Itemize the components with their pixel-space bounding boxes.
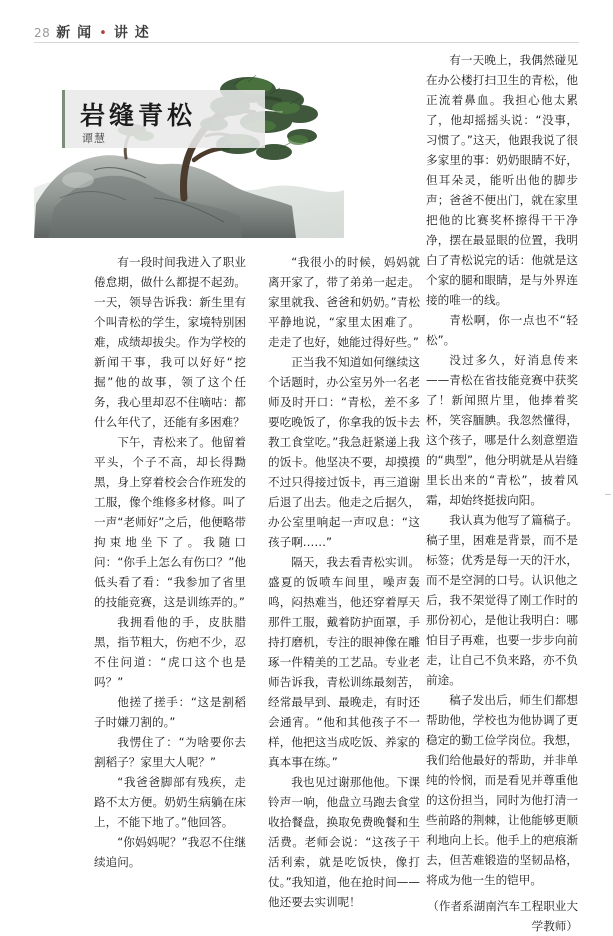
text-column-3	[426, 50, 578, 936]
paragraph: “你妈妈呢？”我忍不住继续追问。	[94, 835, 246, 869]
paragraph: 我认真为他写了篇稿子。稿子里，困难是背景，而不是标签；优秀是每一天的汗水，而不是空洞的口号。认识他之后，我不架觉得了刚工作时的那份初心，是他让我明白：哪怕目子再难，也要一步步向前走，让自己不负来路，亦不负前途。	[426, 513, 578, 687]
paragraph: 正当我不知道如何继续这个话题时，办公室另外一名老师及时开口：“青松，差不多要吃晚饭了，你拿我的饭卡去教工食堂吃。”我急赶紧递上我的饭卡。他坚决不要，却摸摸不过只得接过饭卡，再三道谢后退了出去。他走之后据久，办公室里响起一声叹息：“这孩子啊……”	[268, 355, 420, 549]
paragraph: 我拥看他的手，皮肤腊黑，指节粗大，伤疤不少，忍不住问道：“虎口这个也是吗？”	[94, 615, 246, 689]
paragraph: 隔天，我去看青松实训。盛夏的饭喷车间里，噪声轰鸣，闷热难当，他还穿着厚天那件工服，戴着防护面罩，手持打磨机，专注的眼神像在雕琢一件精美的工艺品。专业老师告诉我，青松训练最刻苦，经常最早到、最晚走，有时还会通宵。“他和其他孩子不一样，他把这当成吃饭、养家的真本事在练。”	[268, 555, 420, 769]
paragraph: 有一段时间我进入了职业倦怠期，做什么都提不起劲。一天，领导告诉我：新生里有个叫青松的学生，家境特别困难，成绩却拔尖。作为学校的新闻干事，我可以好好“挖掘”他的故事，领了这个任务，我心里却忍不住嘀咕：都什么年代了，还能有多困难？	[94, 255, 246, 429]
paragraph: 我也见过谢那他他。下课铃声一响，他盘立马跑去食堂收拾餐盘，换取免费晚餐和生活费。老师会说：“这孩子干活利索，就是吃饭快，像打仗。”我知道，他在抢时间——他还要去实训呢！	[268, 775, 420, 909]
page-number: 28	[34, 26, 51, 40]
running-head	[34, 22, 150, 42]
text-column-2	[268, 252, 420, 912]
paragraph: 下午，青松来了。他留着平头，个子不高，却长得黝黑，身上穿着校会合作班发的工服，像个维修多材修。叫了一声“老师好”之后，他便略带拘束地坐下了。我随口问：“你手上怎么有伤口？”他低头看了看：“我参加了省里的技能竞赛，这是训练弄的。”	[94, 435, 246, 609]
section-separator-dot: •	[99, 26, 107, 41]
text-column-1	[94, 252, 246, 872]
paragraph: 我愣住了：“为啥要你去割稻子？家里大人呢？”	[94, 735, 246, 769]
paragraph: 他搓了搓手：“这是割稻子时嫌刀割的。”	[94, 695, 246, 729]
header-divider	[34, 42, 579, 43]
article-author: 谭慧	[82, 132, 106, 145]
paragraph: 有一天晚上，我偶然碰见在办公楼打扫卫生的青松，他正流着鼻血。我担心他太累了，他却摇摇头说：“没事，习惯了。”这天，他跟我说了很多家里的事：奶奶眼睛不好，但耳朵灵，能听出他的脚步声；爸爸不便出门，就在家里把他的比赛奖杯擦得干干净净，摆在最显眼的位置，我明白了青松说完的话：他就是这个家的腿和眼睛，是与外界连接的唯一的线。	[426, 53, 578, 307]
paragraph: “我爸爸脚部有残疾，走路不太方便。奶奶生病躺在床上，不能下地了。”他回答。	[94, 775, 246, 829]
paragraph: 稿子发出后，师生们都想帮助他，学校也为他协调了更稳定的勤工俭学岗位。我想，我们给他最好的帮助，并非单纯的怜悯，而是看见并尊重他的这份担当，同时为他打清一些前路的荆棘，让他能够更顺利地向上长。他手上的疤痕渐去，但苦难锻造的坚韧品格，将成为他一生的铠甲。	[426, 693, 578, 887]
paragraph: “我很小的时候，妈妈就离开家了，带了弟弟一起走。家里就我、爸爸和奶奶。”青松平静地说，“家里太困难了。走走了也好，她能过得好些。”	[268, 255, 420, 349]
section-label-right: 讲 述	[113, 25, 150, 41]
author-signature: （作者系湖南汽车工程职业大学教师）	[427, 899, 578, 933]
paragraph: 青松啊，你一点也不“轻松”。	[426, 313, 578, 347]
section-label-left: 新 闻	[56, 25, 93, 41]
article-title: 岩缝青松	[80, 101, 197, 130]
crop-mark	[605, 494, 611, 495]
paragraph: 没过多久，好消息传来——青松在省技能竞赛中获奖了！新闻照片里，他捧着奖杯，笑容腼腆。我忽然懂得，这个孩子，哪是什么刻意塑造的“典型”，他分明就是从岩缝里长出来的“青松”，披着风霜，却始终挺拔向阳。	[426, 353, 578, 507]
